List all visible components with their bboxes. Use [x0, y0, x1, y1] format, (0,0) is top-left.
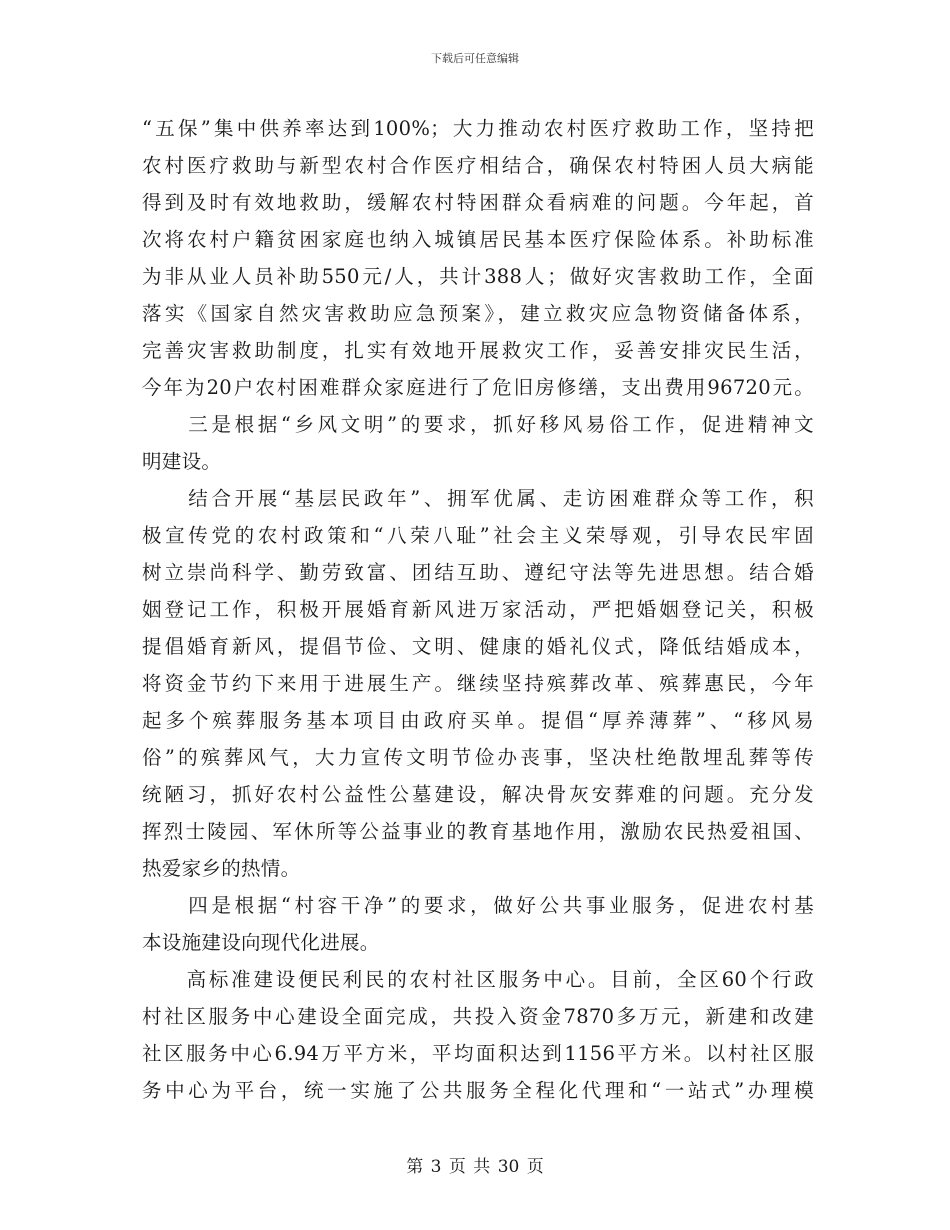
text-line: 挥烈士陵园、军休所等公益事业的教育基地作用，激励农民热爱祖国、	[142, 820, 814, 843]
document-body	[142, 110, 814, 1109]
text-line: “五保”集中供养率达到100%；大力推动农村医疗救助工作，坚持把	[142, 117, 814, 140]
text-line: 次将农村户籍贫困家庭也纳入城镇居民基本医疗保险体系。补助标准	[142, 228, 814, 251]
text-line: 明建设。	[142, 450, 222, 473]
text-line: 姻登记工作，积极开展婚育新风进万家活动，严把婚姻登记关，积极	[142, 598, 814, 621]
text-line: 落实《国家自然灾害救助应急预案》，建立救灾应急物资储备体系，	[142, 302, 814, 325]
text-line: 务中心为平台，统一实施了公共服务全程化代理和“一站式”办理模	[142, 1079, 814, 1102]
text-line: 俗”的殡葬风气，大力宣传文明节俭办丧事，坚决杜绝散埋乱葬等传	[142, 746, 814, 769]
text-line: 完善灾害救助制度，扎实有效地开展救灾工作，妥善安排灾民生活，	[142, 339, 814, 362]
text-line: 树立崇尚科学、勤劳致富、团结互助、遵纪守法等先进思想。结合婚	[142, 561, 814, 584]
text-line: 三是根据“乡风文明”的要求，抓好移风易俗工作，促进精神文	[142, 413, 814, 436]
text-line: 提倡婚育新风，提倡节俭、文明、健康的婚礼仪式，降低结婚成本，	[142, 635, 814, 658]
text-line: 统陋习，抓好农村公益性公墓建设，解决骨灰安葬难的问题。充分发	[142, 783, 814, 806]
page-header: 下载后可任意编辑	[431, 52, 519, 65]
text-line: 高标准建设便民利民的农村社区服务中心。目前，全区60个行政	[142, 968, 814, 991]
text-line: 结合开展“基层民政年”、拥军优属、走访困难群众等工作，积	[142, 487, 814, 510]
text-line: 起多个殡葬服务基本项目由政府买单。提倡“厚养薄葬”、“移风易	[142, 709, 814, 732]
text-line: 极宣传党的农村政策和“八荣八耻”社会主义荣辱观，引导农民牢固	[142, 524, 814, 547]
text-line: 本设施建设向现代化进展。	[142, 931, 380, 954]
text-line: 农村医疗救助与新型农村合作医疗相结合，确保农村特困人员大病能	[142, 154, 814, 177]
text-line: 热爱家乡的热情。	[142, 857, 301, 880]
text-line: 今年为20户农村困难群众家庭进行了危旧房修缮，支出费用96720元。	[142, 376, 814, 399]
text-line: 将资金节约下来用于进展生产。继续坚持殡葬改革、殡葬惠民，今年	[142, 672, 814, 695]
text-line: 得到及时有效地救助，缓解农村特困群众看病难的问题。今年起，首	[142, 191, 814, 214]
text-line: 四是根据“村容干净”的要求，做好公共事业服务，促进农村基	[142, 894, 814, 917]
text-line: 为非从业人员补助550元/人，共计388人；做好灾害救助工作，全面	[142, 265, 814, 288]
text-line: 社区服务中心6.94万平方米，平均面积达到1156平方米。以村社区服	[142, 1042, 814, 1065]
text-line: 村社区服务中心建设全面完成，共投入资金7870多万元，新建和改建	[142, 1005, 814, 1028]
page-footer: 第 3 页 共 30 页	[406, 1157, 544, 1177]
